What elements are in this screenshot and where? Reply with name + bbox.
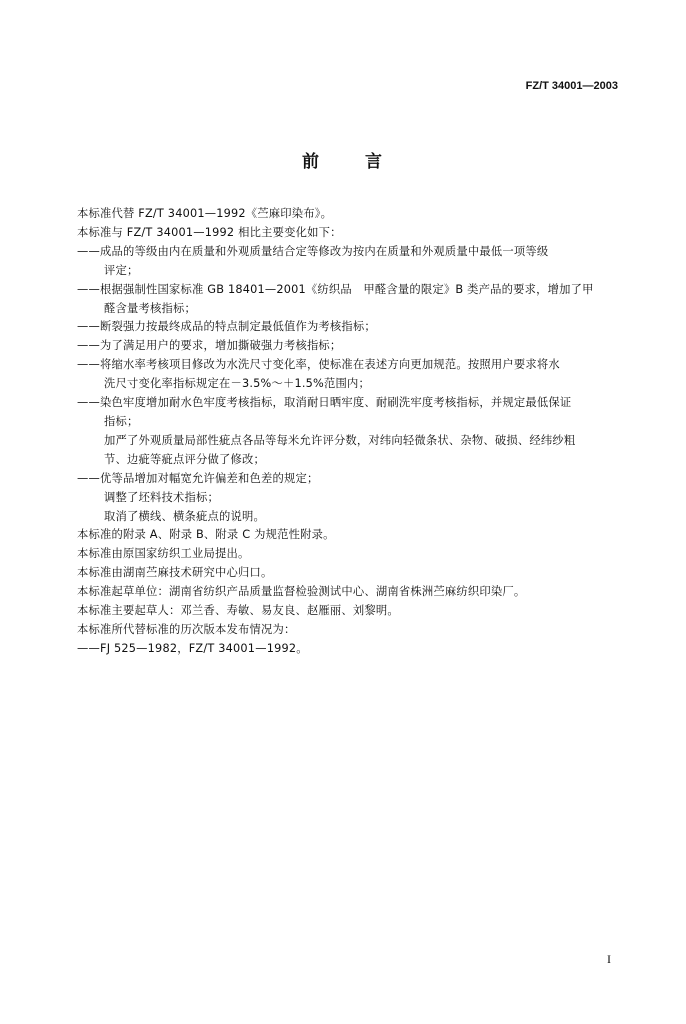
text-line: 本标准的附录 A、附录 B、附录 C 为规范性附录。 <box>77 528 335 542</box>
text-line: 取消了横线、横条疵点的说明。 <box>104 509 265 523</box>
text-line: 本标准代替 FZ/T 34001—1992《苎麻印染布》。 <box>77 207 333 220</box>
page-title <box>0 147 686 172</box>
text-line: ——FJ 525—1982，FZ/T 34001—1992。 <box>77 641 308 655</box>
page-number: I <box>607 952 611 966</box>
text-line: 加严了外观质量局部性疵点各品等每米允许评分数，对纬向轻微条状、杂物、破损、经纬纱粗 <box>104 433 576 447</box>
text-line: ——断裂强力按最终成品的特点制定最低值作为考核指标； <box>77 320 376 334</box>
text-line: 醛含量考核指标； <box>104 301 196 315</box>
text-line: 调整了坯料技术指标； <box>104 490 219 504</box>
text-line: 本标准由湖南苎麻技术研究中心归口。 <box>77 566 273 580</box>
title-char-2: 言 <box>365 152 384 172</box>
text-line: ——成品的等级由内在质量和外观质量结合定等修改为按内在质量和外观质量中最低一项等级 <box>77 244 549 258</box>
text-line: 洗尺寸变化率指标规定在－3.5%～＋1.5%范围内； <box>104 377 370 391</box>
text-line: 本标准起草单位：湖南省纺织产品质量监督检验测试中心、湖南省株洲苎麻纺织印染厂。 <box>77 585 526 599</box>
text-line: 本标准所代替标准的历次版本发布情况为： <box>77 622 296 636</box>
text-line: 本标准由原国家纺织工业局提出。 <box>77 547 250 561</box>
standard-code: FZ/T 34001—2003 <box>525 80 618 92</box>
text-line: 本标准与 FZ/T 34001—1992 相比主要变化如下： <box>77 225 342 239</box>
text-line: ——优等品增加对幅宽允许偏差和色差的规定； <box>77 471 319 485</box>
text-line: ——为了满足用户的要求，增加撕破强力考核指标； <box>77 339 342 353</box>
text-line: ——染色牢度增加耐水色牢度考核指标，取消耐日晒牢度、耐刷洗牢度考核指标，并规定最低保证 <box>77 396 572 410</box>
text-line: ——根据强制性国家标准 GB 18401—2001《纺织品 甲醛含量的限定》B 类产品的要求，增加了甲 <box>77 282 594 296</box>
title-char-1: 前 <box>302 152 321 172</box>
text-line: 评定； <box>104 263 139 277</box>
text-line: ——将缩水率考核项目修改为水洗尺寸变化率，使标准在表述方向更加规范。按照用户要求将水 <box>77 358 560 372</box>
text-line: 指标； <box>104 414 139 428</box>
text-line: 节、边疵等疵点评分做了修改； <box>104 452 265 466</box>
text-line: 本标准主要起草人：邓兰香、寿敏、易友良、赵雁丽、刘黎明。 <box>77 604 399 618</box>
preface-body <box>77 205 625 659</box>
